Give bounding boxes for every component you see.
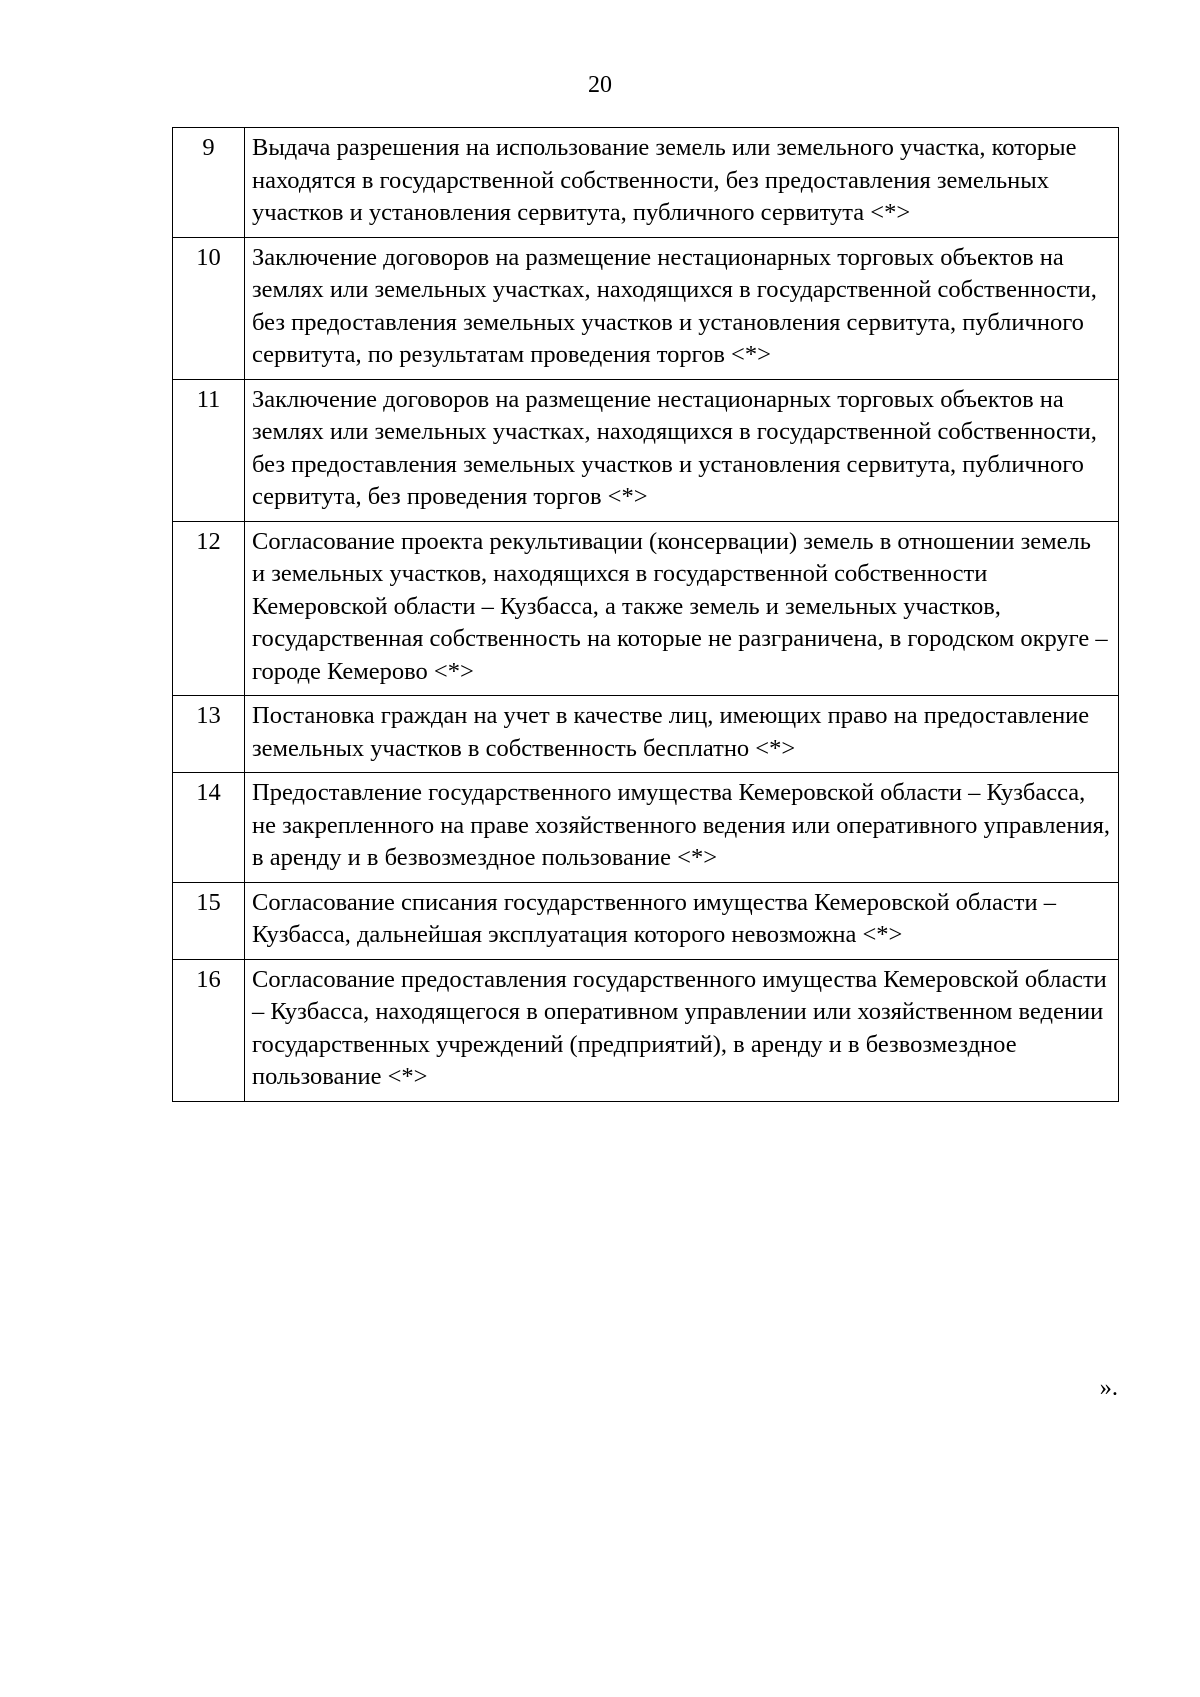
table-row (173, 696, 1119, 773)
row-number: 15 (173, 882, 245, 959)
row-number: 11 (173, 379, 245, 521)
service-name: Предоставление государственного имущества Кемеровской области – Кузбасса, не закрепленного на праве хозяйственного ведения или оперативного управления, в аренду и в безвозмездное пользование <*> (245, 773, 1119, 883)
table-row (173, 237, 1119, 379)
row-number: 9 (173, 128, 245, 238)
table-row (173, 521, 1119, 696)
table-row (173, 882, 1119, 959)
page-number: 20 (588, 72, 612, 98)
service-name: Согласование предоставления государственного имущества Кемеровской области – Кузбасса, находящегося в оперативном управлении или хозяйственном ведении государственных учреждений (предприятий), в аренду и в безвозмездное пользование <*> (245, 959, 1119, 1101)
service-name: Выдача разрешения на использование земель или земельного участка, которые находятся в государственной собственности, без предоставления земельных участков и установления сервитута, публичного сервитута <*> (245, 128, 1119, 238)
services-table (172, 127, 1119, 1102)
row-number: 14 (173, 773, 245, 883)
service-name: Постановка граждан на учет в качестве лиц, имеющих право на предоставление земельных участков в собственность бесплатно <*> (245, 696, 1119, 773)
service-name: Согласование списания государственного имущества Кемеровской области – Кузбасса, дальнейшая эксплуатация которого невозможна <*> (245, 882, 1119, 959)
row-number: 16 (173, 959, 245, 1101)
row-number: 13 (173, 696, 245, 773)
table-row (173, 773, 1119, 883)
service-name: Заключение договоров на размещение нестационарных торговых объектов на землях или земельных участках, находящихся в государственной собственности, без предоставления земельных участков и установления сервитута, публичного сервитута, без проведения торгов <*> (245, 379, 1119, 521)
row-number: 10 (173, 237, 245, 379)
service-name: Заключение договоров на размещение нестационарных торговых объектов на землях или земельных участках, находящихся в государственной собственности, без предоставления земельных участков и установления сервитута, публичного сервитута, по результатам проведения торгов <*> (245, 237, 1119, 379)
table-row (173, 959, 1119, 1101)
row-number: 12 (173, 521, 245, 696)
closing-quote-mark: ». (1099, 1374, 1118, 1401)
table-row (173, 379, 1119, 521)
table-row (173, 128, 1119, 238)
service-name: Согласование проекта рекультивации (консервации) земель в отношении земель и земельных участков, находящихся в государственной собственности Кемеровской области – Кузбасса, а также земель и земельных участков, государственная собственность на которые не разграничена, в городском округе – городе Кемерово <*> (245, 521, 1119, 696)
